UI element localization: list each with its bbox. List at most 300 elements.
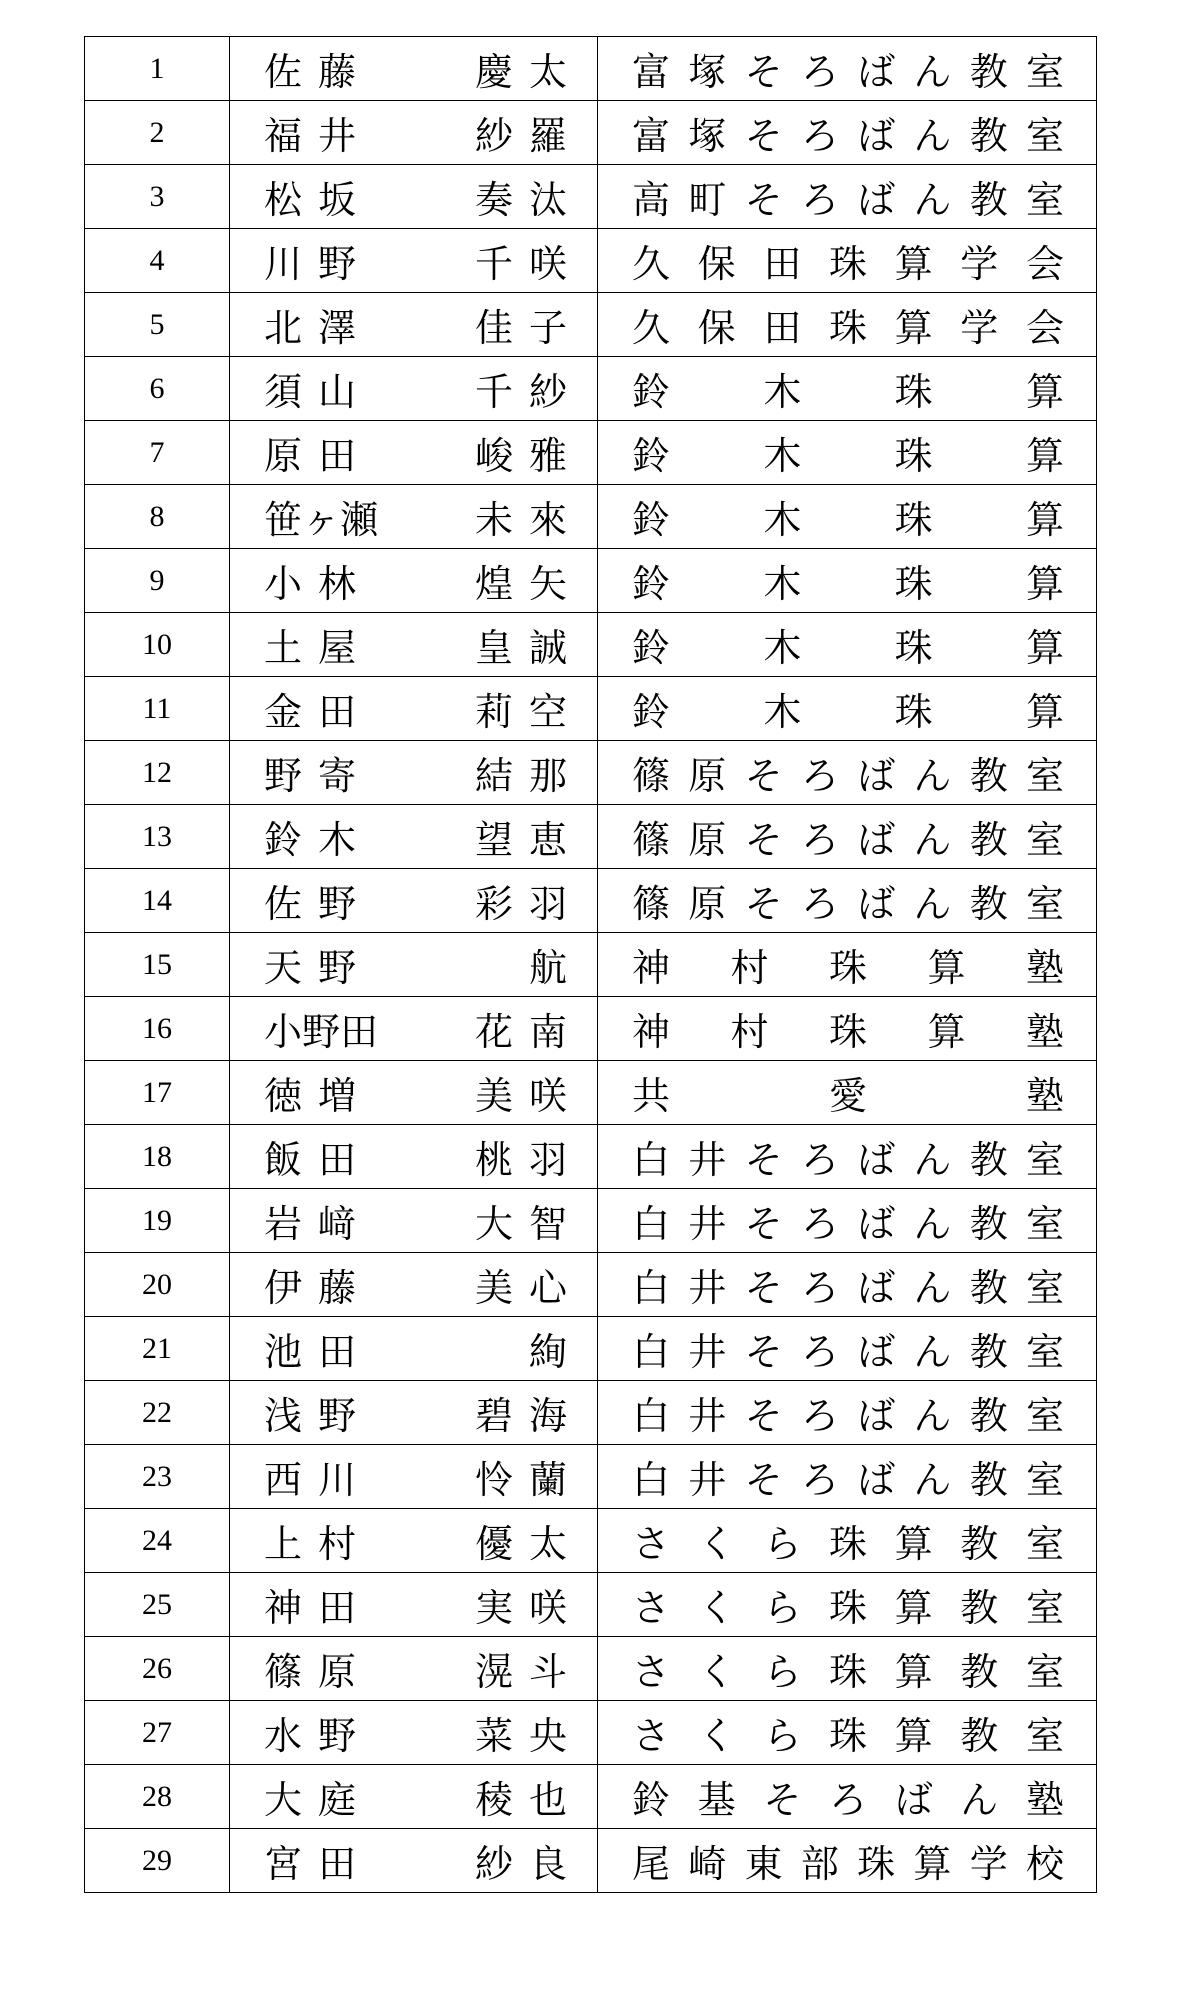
school-name-char: ろ [800, 1330, 839, 1374]
school-name [598, 1257, 1096, 1312]
school-name-char: そ [744, 754, 783, 798]
school-name-char: そ [744, 1330, 783, 1374]
school-name-char: 尾 [632, 1842, 671, 1886]
student-name [230, 617, 597, 672]
school-name-char: ろ [800, 1458, 839, 1502]
school-name-char: 室 [1025, 114, 1064, 158]
student-name [230, 425, 597, 480]
student-name [230, 745, 597, 800]
school-name-char: 珠 [894, 562, 933, 606]
row-number: 28 [85, 1765, 230, 1829]
student-name [230, 1001, 597, 1056]
student-given-name: 花南 [474, 1010, 583, 1054]
table-row [85, 741, 1097, 805]
school-name-char: 算 [894, 242, 933, 286]
school-name-char: 校 [1025, 1842, 1064, 1886]
school-name-char: 白 [632, 1266, 671, 1310]
school-name-char: ば [857, 178, 896, 222]
table-row [85, 1381, 1097, 1445]
row-number: 5 [85, 293, 230, 357]
school-name-char: ば [857, 882, 896, 926]
school-name-cell [598, 37, 1097, 101]
school-name-char: そ [744, 1394, 783, 1438]
student-name-cell [230, 1509, 598, 1573]
school-name-char: 算 [1025, 434, 1064, 478]
school-name-char: 木 [763, 690, 802, 734]
school-name [598, 681, 1096, 736]
student-name [230, 489, 597, 544]
table-row [85, 37, 1097, 101]
school-name-char: 算 [894, 1586, 933, 1630]
student-name-cell [230, 805, 598, 869]
school-name-cell [598, 1637, 1097, 1701]
student-given-name: 佳子 [474, 306, 583, 350]
school-name-cell [598, 1509, 1097, 1573]
row-number: 22 [85, 1381, 230, 1445]
row-number: 21 [85, 1317, 230, 1381]
school-name-char: 珠 [828, 1522, 867, 1566]
school-name-char: ば [857, 1266, 896, 1310]
school-name-char: ば [857, 818, 896, 862]
school-name-char: 井 [688, 1138, 727, 1182]
school-name-cell [598, 933, 1097, 997]
school-name-char: 算 [1025, 498, 1064, 542]
school-name-char: そ [744, 50, 783, 94]
school-name-char: 室 [1025, 1330, 1064, 1374]
school-name-char: 鈴 [632, 562, 671, 606]
row-number: 24 [85, 1509, 230, 1573]
student-name [230, 553, 597, 608]
student-given-name: 峻雅 [474, 434, 583, 478]
school-name-cell [598, 1701, 1097, 1765]
roster-body [85, 37, 1097, 1893]
student-name [230, 1449, 597, 1504]
school-name-char: 井 [688, 1330, 727, 1374]
table-row [85, 485, 1097, 549]
school-name-char: ら [763, 1714, 802, 1758]
student-surname: 伊藤 [264, 1266, 373, 1310]
student-given-name: 碧海 [474, 1394, 583, 1438]
table-row [85, 1189, 1097, 1253]
table-row [85, 1253, 1097, 1317]
school-name-cell [598, 805, 1097, 869]
school-name-char: 篠 [632, 754, 671, 798]
student-surname: 篠原 [264, 1650, 373, 1694]
school-name-char: ば [857, 1202, 896, 1246]
school-name-char: 教 [960, 1522, 999, 1566]
table-row [85, 997, 1097, 1061]
row-number: 18 [85, 1125, 230, 1189]
school-name-char: 鈴 [632, 434, 671, 478]
table-row [85, 805, 1097, 869]
student-given-name: 未來 [474, 498, 583, 542]
student-given-name: 大智 [474, 1202, 583, 1246]
school-name-cell [598, 1381, 1097, 1445]
school-name-char: ら [763, 1650, 802, 1694]
student-given-name: 慶太 [474, 50, 583, 94]
school-name-char: 算 [927, 946, 966, 990]
table-row [85, 229, 1097, 293]
school-name-char: 富 [632, 50, 671, 94]
table-row [85, 293, 1097, 357]
student-given-name: 望恵 [474, 818, 583, 862]
student-name [230, 1385, 597, 1440]
student-name-cell [230, 1253, 598, 1317]
school-name [598, 1769, 1096, 1824]
row-number: 12 [85, 741, 230, 805]
student-name-cell [230, 1573, 598, 1637]
school-name [598, 425, 1096, 480]
school-name-char: 鈴 [632, 1778, 671, 1822]
school-name-cell [598, 677, 1097, 741]
school-name-char: 室 [1025, 1586, 1064, 1630]
school-name-char: 教 [969, 754, 1008, 798]
table-row [85, 869, 1097, 933]
school-name-char: 神 [632, 1010, 671, 1054]
school-name-char: 教 [969, 50, 1008, 94]
school-name-char: ろ [800, 882, 839, 926]
student-name-cell [230, 101, 598, 165]
school-name-char: 教 [969, 818, 1008, 862]
school-name-char: そ [744, 1202, 783, 1246]
school-name-char: 白 [632, 1394, 671, 1438]
student-given-name: 怜蘭 [474, 1458, 583, 1502]
student-name [230, 233, 597, 288]
row-number: 23 [85, 1445, 230, 1509]
school-name-char: 鈴 [632, 498, 671, 542]
school-name-char: 田 [763, 242, 802, 286]
student-surname: 徳増 [264, 1074, 373, 1118]
school-name-char: 教 [969, 1330, 1008, 1374]
school-name-char: 木 [763, 626, 802, 670]
school-name-char: 久 [632, 242, 671, 286]
school-name-char: ろ [800, 1202, 839, 1246]
school-name-char: 室 [1025, 1650, 1064, 1694]
school-name [598, 169, 1096, 224]
row-number: 20 [85, 1253, 230, 1317]
school-name-char: 算 [1025, 370, 1064, 414]
row-number: 16 [85, 997, 230, 1061]
student-surname: 水野 [264, 1714, 373, 1758]
school-name [598, 233, 1096, 288]
school-name-char: 塾 [1025, 1010, 1064, 1054]
school-name-char: 学 [969, 1842, 1008, 1886]
school-name-char: 室 [1025, 1522, 1064, 1566]
row-number: 26 [85, 1637, 230, 1701]
school-name-char: ん [913, 178, 952, 222]
school-name-char: ん [960, 1778, 999, 1822]
school-name-char: 白 [632, 1202, 671, 1246]
school-name [598, 1065, 1096, 1120]
school-name [598, 1321, 1096, 1376]
school-name-char: 珠 [894, 498, 933, 542]
student-name [230, 1833, 597, 1888]
student-surname: 池田 [264, 1330, 373, 1374]
school-name-char: ば [894, 1778, 933, 1822]
school-name [598, 553, 1096, 608]
school-name-char: 室 [1025, 1202, 1064, 1246]
school-name-char: 室 [1025, 1138, 1064, 1182]
school-name-char: く [697, 1586, 736, 1630]
school-name-char: ん [913, 1330, 952, 1374]
school-name-char: ん [913, 1266, 952, 1310]
student-name-cell [230, 549, 598, 613]
school-name-char: 塾 [1025, 946, 1064, 990]
student-name-cell [230, 933, 598, 997]
school-name-char: 白 [632, 1330, 671, 1374]
student-given-name: 奏汰 [474, 178, 583, 222]
school-name [598, 1577, 1096, 1632]
school-name-char: ん [913, 754, 952, 798]
school-name-char: 珠 [828, 1010, 867, 1054]
student-surname: 佐野 [264, 882, 373, 926]
student-surname: 土屋 [264, 626, 373, 670]
school-name-char: 珠 [857, 1842, 896, 1886]
school-name-char: く [697, 1650, 736, 1694]
school-name-char: 村 [730, 1010, 769, 1054]
table-row [85, 1573, 1097, 1637]
school-name-char: 珠 [828, 1650, 867, 1694]
school-name [598, 1641, 1096, 1696]
school-name-char: 井 [688, 1394, 727, 1438]
table-row [85, 101, 1097, 165]
student-name [230, 1769, 597, 1824]
student-given-name: 桃羽 [474, 1138, 583, 1182]
student-name-cell [230, 37, 598, 101]
student-given-name: 千紗 [474, 370, 583, 414]
student-surname: 宮田 [264, 1842, 373, 1886]
school-name-char: ば [857, 1394, 896, 1438]
school-name [598, 105, 1096, 160]
school-name-char: 基 [697, 1778, 736, 1822]
school-name-char: 珠 [894, 626, 933, 670]
student-given-name: 絢 [528, 1330, 567, 1374]
student-name [230, 1513, 597, 1568]
student-name [230, 1705, 597, 1760]
student-name-cell [230, 741, 598, 805]
school-name-char: 村 [730, 946, 769, 990]
table-row [85, 1125, 1097, 1189]
school-name-cell [598, 101, 1097, 165]
student-given-name: 紗羅 [474, 114, 583, 158]
student-surname: 上村 [264, 1522, 373, 1566]
school-name-char: 教 [969, 1266, 1008, 1310]
student-given-name: 結那 [474, 754, 583, 798]
student-given-name: 皇誠 [474, 626, 583, 670]
school-name-char: 算 [894, 306, 933, 350]
table-row [85, 933, 1097, 997]
school-name-char: そ [744, 1138, 783, 1182]
school-name-char: ば [857, 1138, 896, 1182]
student-surname: 飯田 [264, 1138, 373, 1182]
school-name-char: ば [857, 50, 896, 94]
row-number: 15 [85, 933, 230, 997]
school-name-char: 室 [1025, 50, 1064, 94]
school-name-char: 木 [763, 434, 802, 478]
table-row [85, 165, 1097, 229]
row-number: 3 [85, 165, 230, 229]
school-name-char: 高 [632, 178, 671, 222]
school-name [598, 1001, 1096, 1056]
school-name-char: 白 [632, 1458, 671, 1502]
school-name-char: ろ [800, 1138, 839, 1182]
row-number: 13 [85, 805, 230, 869]
school-name-char: そ [744, 1458, 783, 1502]
row-number: 2 [85, 101, 230, 165]
school-name [598, 489, 1096, 544]
student-name-cell [230, 1061, 598, 1125]
school-name-char: 珠 [894, 690, 933, 734]
school-name-char: 鈴 [632, 370, 671, 414]
school-name-char: そ [744, 882, 783, 926]
student-name [230, 809, 597, 864]
school-name-char: 教 [969, 1394, 1008, 1438]
school-name-char: く [697, 1522, 736, 1566]
school-name-char: 町 [688, 178, 727, 222]
school-name-char: 算 [1025, 626, 1064, 670]
row-number: 8 [85, 485, 230, 549]
school-name-char: 算 [1025, 562, 1064, 606]
school-name-char: さ [632, 1586, 671, 1630]
student-name-cell [230, 357, 598, 421]
student-name [230, 1257, 597, 1312]
school-name-cell [598, 1253, 1097, 1317]
school-name-char: そ [744, 114, 783, 158]
school-name-char: 保 [697, 306, 736, 350]
school-name-char: ろ [800, 818, 839, 862]
student-surname: 松坂 [264, 178, 373, 222]
school-name-char: 鈴 [632, 626, 671, 670]
school-name-char: ろ [800, 50, 839, 94]
school-name [598, 1513, 1096, 1568]
school-name-char: 木 [763, 370, 802, 414]
school-name-char: ら [763, 1586, 802, 1630]
school-name-char: ろ [800, 114, 839, 158]
table-row [85, 1509, 1097, 1573]
school-name [598, 297, 1096, 352]
student-name [230, 681, 597, 736]
student-name-cell [230, 869, 598, 933]
school-name-char: 教 [960, 1650, 999, 1694]
student-surname: 北澤 [264, 306, 373, 350]
school-name-char: 塾 [1025, 1074, 1064, 1118]
school-name-cell [598, 869, 1097, 933]
school-name-char: 教 [969, 114, 1008, 158]
school-name-char: 教 [960, 1714, 999, 1758]
school-name-char: ん [913, 1138, 952, 1182]
student-name [230, 1321, 597, 1376]
student-name [230, 1641, 597, 1696]
school-name-char: ん [913, 114, 952, 158]
student-name [230, 41, 597, 96]
student-name-cell [230, 1445, 598, 1509]
school-name-char: 算 [913, 1842, 952, 1886]
student-name-cell [230, 1381, 598, 1445]
school-name-cell [598, 741, 1097, 805]
school-name-char: 室 [1025, 818, 1064, 862]
school-name-char: 算 [894, 1650, 933, 1694]
student-given-name: 千咲 [474, 242, 583, 286]
school-name-char: ら [763, 1522, 802, 1566]
row-number: 27 [85, 1701, 230, 1765]
school-name-char: ん [913, 50, 952, 94]
student-surname: 原田 [264, 434, 373, 478]
row-number: 17 [85, 1061, 230, 1125]
school-name-char: 珠 [828, 1714, 867, 1758]
school-name-char: ろ [828, 1778, 867, 1822]
student-name [230, 1129, 597, 1184]
student-surname: 川野 [264, 242, 373, 286]
row-number: 6 [85, 357, 230, 421]
school-name-char: ろ [800, 1266, 839, 1310]
school-name-char: 珠 [828, 242, 867, 286]
student-given-name: 優太 [474, 1522, 583, 1566]
school-name-cell [598, 613, 1097, 677]
school-name-cell [598, 1445, 1097, 1509]
student-name-cell [230, 485, 598, 549]
school-name-char: 室 [1025, 882, 1064, 926]
student-surname: 福井 [264, 114, 373, 158]
school-name-char: ろ [800, 1394, 839, 1438]
student-surname: 浅野 [264, 1394, 373, 1438]
school-name-cell [598, 1573, 1097, 1637]
school-name [598, 361, 1096, 416]
school-name-char: 井 [688, 1458, 727, 1502]
school-name-cell [598, 165, 1097, 229]
student-name [230, 169, 597, 224]
school-name-char: 教 [969, 178, 1008, 222]
school-name [598, 41, 1096, 96]
student-surname: 金田 [264, 690, 373, 734]
school-name-char: ろ [800, 754, 839, 798]
school-name [598, 1385, 1096, 1440]
student-name-cell [230, 1701, 598, 1765]
school-name-char: ば [857, 114, 896, 158]
student-name-cell [230, 1317, 598, 1381]
student-surname: 小野田 [264, 1010, 379, 1054]
school-name-char: 室 [1025, 178, 1064, 222]
school-name-char: 神 [632, 946, 671, 990]
student-name-cell [230, 613, 598, 677]
school-name [598, 1705, 1096, 1760]
student-surname: 野寄 [264, 754, 373, 798]
school-name-char: 珠 [828, 1586, 867, 1630]
student-surname: 小林 [264, 562, 373, 606]
student-given-name: 菜央 [474, 1714, 583, 1758]
school-name-cell [598, 421, 1097, 485]
school-name-char: 原 [688, 818, 727, 862]
school-name [598, 873, 1096, 928]
school-name-char: ば [857, 754, 896, 798]
row-number: 9 [85, 549, 230, 613]
student-given-name: 美咲 [474, 1074, 583, 1118]
row-number: 19 [85, 1189, 230, 1253]
school-name-char: そ [744, 818, 783, 862]
student-name [230, 1065, 597, 1120]
student-surname: 鈴木 [264, 818, 373, 862]
student-surname: 西川 [264, 1458, 373, 1502]
school-name [598, 745, 1096, 800]
school-name-char: 室 [1025, 1394, 1064, 1438]
school-name-cell [598, 229, 1097, 293]
school-name-char: 部 [800, 1842, 839, 1886]
student-name [230, 937, 597, 992]
school-name-char: 原 [688, 882, 727, 926]
school-name-char: 算 [894, 1714, 933, 1758]
student-given-name: 実咲 [474, 1586, 583, 1630]
school-name-cell [598, 1061, 1097, 1125]
student-name [230, 105, 597, 160]
